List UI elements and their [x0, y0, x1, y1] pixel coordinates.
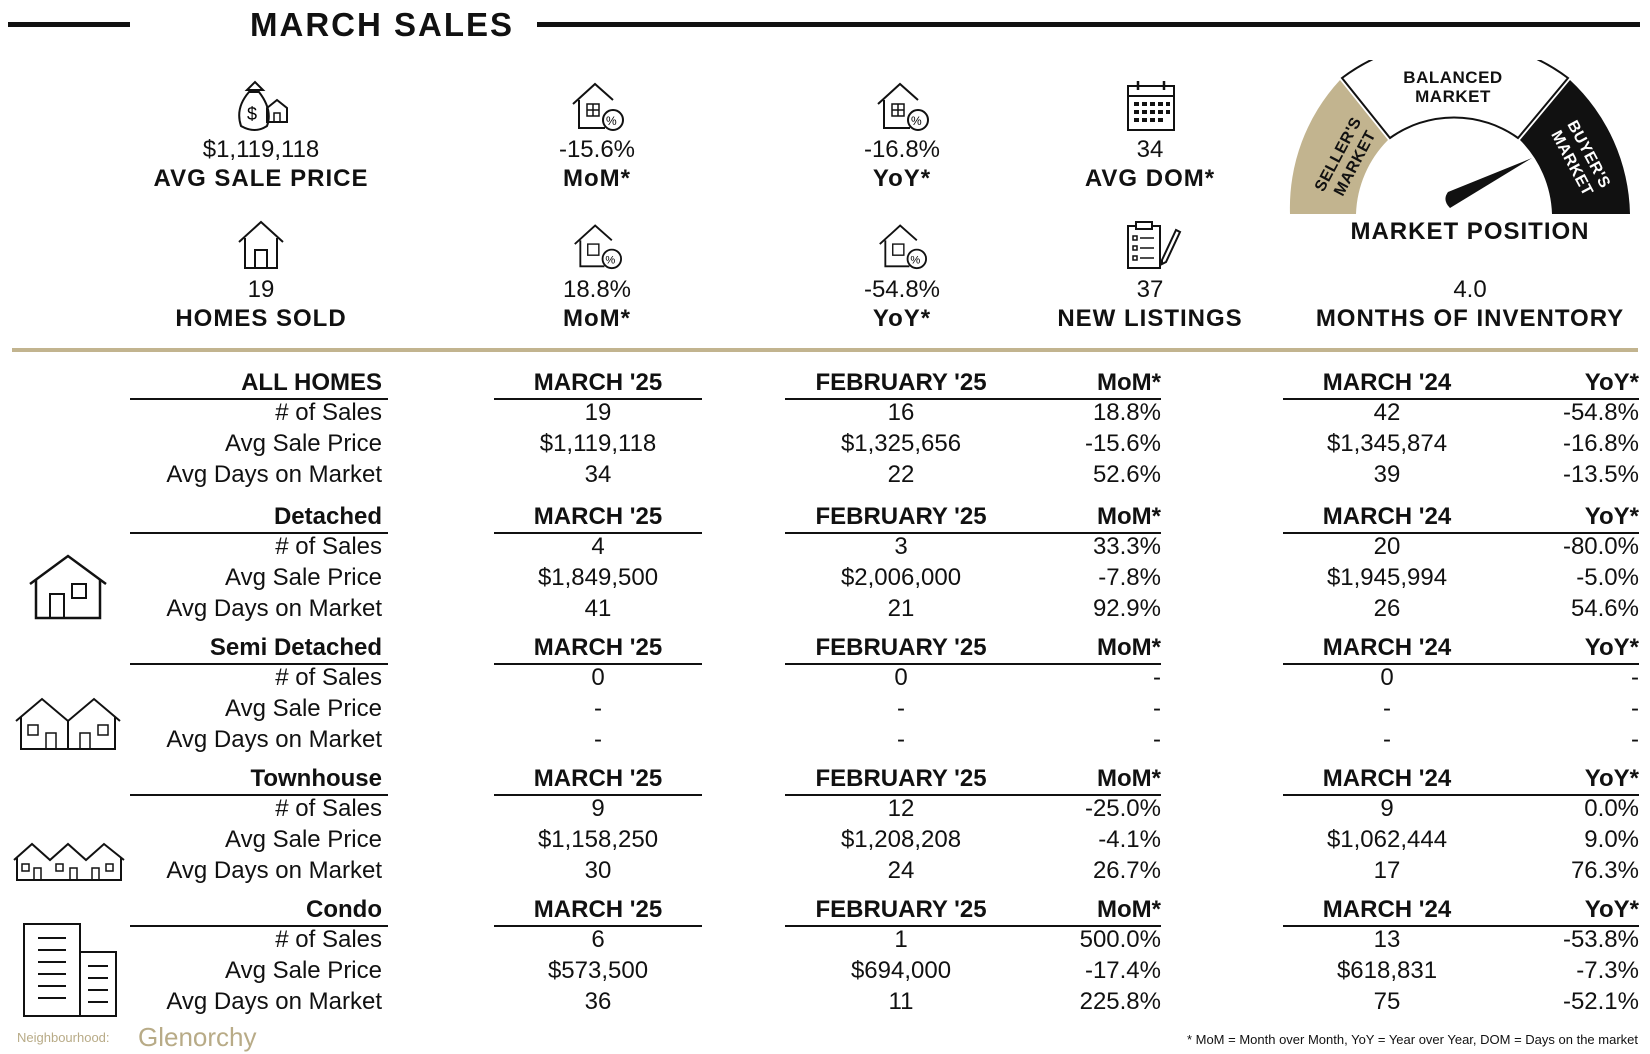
table-cell-mom: - — [1153, 695, 1161, 722]
table-cell-yoy: -54.8% — [1562, 399, 1639, 426]
row-label: Avg Sale Price — [225, 957, 382, 984]
stat-homes-sold — [141, 220, 381, 334]
table-cell-m24: 13 — [1373, 926, 1401, 953]
column-header-feb25: FEBRUARY '25 — [815, 765, 987, 792]
table-cell-yoy: 0.0% — [1584, 795, 1639, 822]
sold-mom-value: 18.8% — [562, 276, 632, 303]
buyers-market-label: BUYER'S MARKET — [1547, 117, 1614, 199]
townhouse-icon — [12, 840, 126, 882]
neighbourhood-label: Neighbourhood: — [17, 1030, 110, 1045]
balanced-market-label: BALANCED MARKET — [1403, 68, 1503, 106]
row-label: # of Sales — [275, 926, 382, 953]
table-cell-feb25: - — [897, 695, 905, 722]
stat-sold-mom — [477, 220, 717, 334]
table-cell-m24: 9 — [1380, 795, 1394, 822]
table-cell-m24: - — [1383, 726, 1391, 753]
table-cell-m25: 9 — [591, 795, 605, 822]
table-cell-m24: 26 — [1373, 595, 1401, 622]
column-header-m25: MARCH '25 — [533, 765, 663, 792]
svg-text:%: % — [911, 114, 922, 128]
table-cell-m25: 0 — [591, 664, 605, 691]
new-listings-label: NEW LISTINGS — [1057, 305, 1243, 332]
house-percent-icon — [872, 220, 932, 270]
table-cell-mom: 26.7% — [1092, 857, 1161, 884]
table-cell-feb25: 24 — [887, 857, 915, 884]
row-label: Avg Days on Market — [166, 461, 382, 488]
table-cell-mom: 18.8% — [1092, 399, 1161, 426]
table-cell-m25: 30 — [584, 857, 612, 884]
column-header-yoy: YoY* — [1584, 503, 1639, 530]
sold-yoy-label: YoY* — [872, 305, 932, 332]
row-label: Avg Days on Market — [166, 857, 382, 884]
avg-sale-price-value: $1,119,118 — [202, 136, 320, 163]
column-header-yoy: YoY* — [1584, 896, 1639, 923]
table-cell-m24: 17 — [1373, 857, 1401, 884]
table-cell-m25: 19 — [584, 399, 612, 426]
stat-new-listings — [1030, 220, 1270, 334]
house-percent-icon — [567, 220, 627, 270]
row-label: Avg Sale Price — [225, 564, 382, 591]
row-label: # of Sales — [275, 399, 382, 426]
column-header-feb25: FEBRUARY '25 — [815, 369, 987, 396]
table-cell-feb25: $2,006,000 — [840, 564, 962, 591]
table-cell-yoy: -16.8% — [1562, 430, 1639, 457]
months-of-inventory-value: 4.0 — [1453, 276, 1487, 303]
table-cell-feb25: 0 — [894, 664, 908, 691]
table-cell-yoy: - — [1631, 695, 1639, 722]
svg-text:%: % — [605, 254, 616, 267]
table-cell-m25: 34 — [584, 461, 612, 488]
sold-yoy-value: -54.8% — [863, 276, 941, 303]
row-label: Avg Days on Market — [166, 988, 382, 1015]
table-cell-mom: 92.9% — [1092, 595, 1161, 622]
table-cell-mom: -7.8% — [1098, 564, 1161, 591]
table-cell-m24: $1,062,444 — [1326, 826, 1448, 853]
row-label: # of Sales — [275, 795, 382, 822]
table-cell-mom: 225.8% — [1079, 988, 1161, 1015]
avg-sale-price-label: AVG SALE PRICE — [153, 165, 369, 192]
row-label: # of Sales — [275, 533, 382, 560]
column-header-mom: MoM* — [1097, 369, 1161, 396]
price-mom-value: -15.6% — [558, 136, 636, 163]
gauge-needle — [1445, 158, 1532, 208]
house-percent-icon — [567, 78, 627, 136]
price-yoy-value: -16.8% — [863, 136, 941, 163]
column-header-feb25: FEBRUARY '25 — [815, 634, 987, 661]
table-cell-yoy: -13.5% — [1562, 461, 1639, 488]
column-header-feb25: FEBRUARY '25 — [815, 896, 987, 923]
section-title: Condo — [306, 896, 382, 923]
table-cell-yoy: - — [1631, 726, 1639, 753]
table-cell-m24: 20 — [1373, 533, 1401, 560]
table-cell-yoy: -80.0% — [1562, 533, 1639, 560]
table-cell-m25: 36 — [584, 988, 612, 1015]
table-cell-m25: $1,849,500 — [537, 564, 659, 591]
table-cell-mom: -15.6% — [1084, 430, 1161, 457]
column-header-m24: MARCH '24 — [1322, 369, 1452, 396]
table-cell-yoy: -52.1% — [1562, 988, 1639, 1015]
stat-avg-sale-price — [141, 78, 381, 194]
table-cell-feb25: 1 — [894, 926, 908, 953]
column-header-m25: MARCH '25 — [533, 503, 663, 530]
table-cell-mom: - — [1153, 664, 1161, 691]
svg-text:%: % — [910, 254, 921, 267]
table-cell-yoy: -7.3% — [1576, 957, 1639, 984]
price-mom-label: MoM* — [563, 165, 631, 192]
table-cell-feb25: $1,325,656 — [840, 430, 962, 457]
stat-price-mom — [477, 78, 717, 194]
table-cell-m24: - — [1383, 695, 1391, 722]
table-cell-m25: - — [594, 726, 602, 753]
svg-text:%: % — [606, 114, 617, 128]
price-yoy-label: YoY* — [872, 165, 932, 192]
months-of-inventory-label: MONTHS OF INVENTORY — [1315, 305, 1625, 332]
column-header-m24: MARCH '24 — [1322, 503, 1452, 530]
table-cell-feb25: $694,000 — [850, 957, 952, 984]
stat-price-yoy — [782, 78, 1022, 194]
column-header-yoy: YoY* — [1584, 765, 1639, 792]
page-title: MARCH SALES — [250, 6, 515, 43]
column-header-feb25: FEBRUARY '25 — [815, 503, 987, 530]
table-cell-m24: $1,945,994 — [1326, 564, 1448, 591]
column-header-mom: MoM* — [1097, 634, 1161, 661]
table-cell-m25: $1,158,250 — [537, 826, 659, 853]
avg-dom-label: AVG DOM* — [1084, 165, 1216, 192]
new-listings-value: 37 — [1136, 276, 1164, 303]
homes-sold-value: 19 — [247, 276, 275, 303]
table-cell-m24: 75 — [1373, 988, 1401, 1015]
table-cell-feb25: - — [897, 726, 905, 753]
table-cell-m24: 0 — [1380, 664, 1394, 691]
condo-building-icon — [22, 922, 118, 1018]
semi-detached-house-icon — [14, 695, 122, 751]
section-title: Townhouse — [250, 765, 382, 792]
avg-dom-value: 34 — [1136, 136, 1164, 163]
table-cell-feb25: 16 — [887, 399, 915, 426]
column-header-m25: MARCH '25 — [533, 634, 663, 661]
row-label: Avg Sale Price — [225, 430, 382, 457]
house-percent-icon — [872, 78, 932, 136]
section-title: ALL HOMES — [241, 369, 382, 396]
table-cell-m25: 41 — [584, 595, 612, 622]
table-cell-mom: - — [1153, 726, 1161, 753]
column-header-m24: MARCH '24 — [1322, 765, 1452, 792]
table-cell-m25: 4 — [591, 533, 605, 560]
stat-sold-yoy — [782, 220, 1022, 334]
table-cell-mom: -4.1% — [1098, 826, 1161, 853]
table-cell-mom: -25.0% — [1084, 795, 1161, 822]
section-divider — [12, 348, 1638, 352]
table-cell-feb25: 11 — [888, 988, 914, 1015]
table-cell-yoy: -53.8% — [1562, 926, 1639, 953]
svg-text:$: $ — [247, 104, 258, 124]
sold-mom-label: MoM* — [563, 305, 631, 332]
table-cell-yoy: 76.3% — [1570, 857, 1639, 884]
header-rule-left — [8, 22, 130, 27]
column-header-m25: MARCH '25 — [533, 896, 663, 923]
calendar-icon — [1120, 78, 1180, 136]
row-label: Avg Days on Market — [166, 595, 382, 622]
money-bag-house-icon — [231, 78, 291, 136]
detached-house-icon — [28, 552, 108, 620]
table-cell-mom: 33.3% — [1092, 533, 1161, 560]
row-label: Avg Days on Market — [166, 726, 382, 753]
sellers-market-label: SELLER'S MARKET — [1311, 114, 1380, 199]
table-cell-feb25: $1,208,208 — [840, 826, 962, 853]
header-rule-right — [537, 22, 1640, 27]
table-cell-m24: $618,831 — [1336, 957, 1438, 984]
table-cell-m24: 42 — [1373, 399, 1401, 426]
section-title: Semi Detached — [209, 634, 382, 661]
table-cell-m25: 6 — [591, 926, 605, 953]
footnote: * MoM = Month over Month, YoY = Year over Year, DOM = Days on the market — [1186, 1032, 1638, 1047]
table-cell-m25: $573,500 — [547, 957, 649, 984]
row-label: # of Sales — [275, 664, 382, 691]
table-cell-m24: 39 — [1373, 461, 1401, 488]
table-cell-mom: -17.4% — [1084, 957, 1161, 984]
table-cell-mom: 52.6% — [1092, 461, 1161, 488]
column-header-m24: MARCH '24 — [1322, 634, 1452, 661]
column-header-mom: MoM* — [1097, 896, 1161, 923]
table-cell-feb25: 3 — [894, 533, 908, 560]
table-cell-feb25: 21 — [887, 595, 915, 622]
column-header-m24: MARCH '24 — [1322, 896, 1452, 923]
clipboard-pen-icon — [1118, 220, 1182, 270]
row-label: Avg Sale Price — [225, 826, 382, 853]
table-cell-mom: 500.0% — [1079, 926, 1161, 953]
section-title: Detached — [273, 503, 382, 530]
column-header-mom: MoM* — [1097, 765, 1161, 792]
column-header-yoy: YoY* — [1584, 369, 1639, 396]
neighbourhood-name: Glenorchy — [138, 1022, 257, 1052]
market-position-title: MARKET POSITION — [1350, 218, 1590, 245]
table-cell-feb25: 12 — [887, 795, 915, 822]
house-icon — [231, 220, 291, 270]
table-cell-feb25: 22 — [887, 461, 915, 488]
column-header-mom: MoM* — [1097, 503, 1161, 530]
table-cell-m25: $1,119,118 — [539, 430, 657, 457]
row-label: Avg Sale Price — [225, 695, 382, 722]
homes-sold-label: HOMES SOLD — [175, 305, 347, 332]
table-cell-yoy: -5.0% — [1576, 564, 1639, 591]
column-header-m25: MARCH '25 — [533, 369, 663, 396]
table-cell-yoy: 9.0% — [1584, 826, 1639, 853]
column-header-yoy: YoY* — [1584, 634, 1639, 661]
table-cell-m24: $1,345,874 — [1326, 430, 1448, 457]
table-cell-yoy: - — [1631, 664, 1639, 691]
table-cell-yoy: 54.6% — [1570, 595, 1639, 622]
stat-avg-dom — [1030, 78, 1270, 194]
table-cell-m25: - — [594, 695, 602, 722]
